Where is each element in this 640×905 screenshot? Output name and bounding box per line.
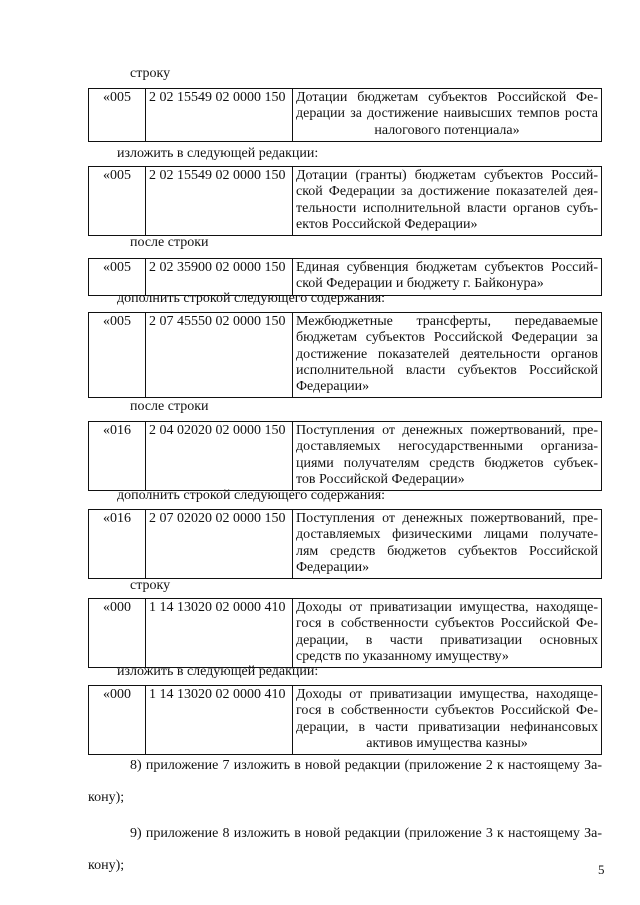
admin-code-cell: «000	[89, 686, 146, 755]
description-line: Межбюджетные трансферты, передаваемые	[296, 314, 598, 329]
classification-code-cell: 2 02 35900 02 0000 150	[146, 259, 293, 296]
instruction-label: после строки	[130, 235, 209, 250]
instruction-label: изложить в следующей редакции:	[117, 664, 319, 679]
budget-code-row	[88, 312, 602, 398]
instruction-label: изложить в следующей редакции:	[117, 146, 319, 161]
description-line: Доходы от приватизации имущества, находяще-	[296, 687, 598, 702]
admin-code-cell: «005	[89, 313, 146, 398]
description-cell	[293, 313, 602, 398]
budget-code-row	[88, 509, 602, 579]
admin-code-cell: «005	[89, 167, 146, 236]
page-number: 5	[598, 862, 605, 877]
description-line: бюджетам субъектов Российской Федерации за	[296, 330, 598, 346]
description-line: тов Российской Федерации»	[296, 471, 465, 487]
description-cell	[293, 686, 602, 755]
description-line: доставляемых негосударственными организа-	[296, 439, 598, 455]
description-line: Федерации»	[296, 559, 370, 575]
instruction-label: строку	[130, 66, 171, 81]
description-line: Доходы от приватизации имущества, находяще-	[296, 600, 598, 615]
description-cell	[293, 259, 602, 296]
instruction-label: дополнить строкой следующего содержания:	[117, 291, 386, 306]
description-line: ектов Российской Федерации»	[296, 216, 478, 232]
description-line: Дотации (гранты) бюджетам субъектов Россий-	[296, 168, 598, 183]
paragraph-line: кону);	[88, 790, 125, 805]
description-line: Федерации»	[296, 379, 370, 395]
description-cell	[293, 167, 602, 236]
description-line: Поступления от денежных пожертвований, пре-	[296, 511, 598, 526]
description-line: активов имущества казны»	[366, 735, 528, 751]
description-cell	[293, 599, 602, 668]
budget-code-row	[88, 88, 602, 142]
description-line: лям средств бюджетов субъектов Российской	[296, 543, 598, 559]
classification-code-cell: 2 02 15549 02 0000 150	[146, 167, 293, 236]
description-cell	[293, 89, 602, 142]
description-line: дерации, в части приватизации основных	[296, 632, 598, 648]
description-line: средств по указанному имуществу»	[296, 648, 509, 664]
admin-code-cell: «016	[89, 422, 146, 491]
classification-code-cell: 2 02 15549 02 0000 150	[146, 89, 293, 142]
budget-code-row	[88, 598, 602, 668]
classification-code-cell: 1 14 13020 02 0000 410	[146, 686, 293, 755]
description-line: ской Федерации за достижение показателей дея-	[296, 184, 598, 200]
description-line: достижение показателей деятельности органов	[296, 346, 598, 362]
description-cell	[293, 510, 602, 579]
paragraph-line: 8) приложение 7 изложить в новой редакции (приложение 2 к настоящему За-	[130, 758, 602, 773]
description-line: тельности исполнительной власти органов субъ-	[296, 200, 598, 216]
description-line: гося в собственности субъектов Российской Фе-	[296, 703, 598, 719]
description-line: Поступления от денежных пожертвований, пре-	[296, 423, 598, 438]
admin-code-cell: «000	[89, 599, 146, 668]
paragraph-line: 9) приложение 8 изложить в новой редакции (приложение 3 к настоящему За-	[130, 826, 602, 841]
admin-code-cell: «005	[89, 259, 146, 296]
instruction-label: строку	[130, 578, 171, 593]
description-line: исполнительной власти субъектов Российской	[296, 362, 598, 378]
admin-code-cell: «005	[89, 89, 146, 142]
instruction-label: дополнить строкой следующего содержания:	[117, 488, 386, 503]
classification-code-cell: 2 07 45550 02 0000 150	[146, 313, 293, 398]
budget-code-row	[88, 258, 602, 296]
paragraph-line: кону);	[88, 858, 125, 873]
admin-code-cell: «016	[89, 510, 146, 579]
budget-code-row	[88, 421, 602, 491]
description-line: Единая субвенция бюджетам субъектов Россий-	[296, 260, 598, 275]
description-line: ской Федерации и бюджету г. Байконура»	[296, 276, 544, 292]
description-line: гося в собственности субъектов Российской Фе-	[296, 616, 598, 632]
description-line: дерации за достижение наивысших темпов роста	[296, 106, 598, 122]
instruction-label: после строки	[130, 399, 209, 414]
description-line: Дотации бюджетам субъектов Российской Фе-	[296, 90, 598, 105]
description-cell	[293, 422, 602, 491]
description-line: дерации, в части приватизации нефинансовых	[296, 719, 598, 735]
budget-code-row	[88, 166, 602, 236]
classification-code-cell: 2 07 02020 02 0000 150	[146, 510, 293, 579]
classification-code-cell: 1 14 13020 02 0000 410	[146, 599, 293, 668]
description-line: доставляемых физическими лицами получате-	[296, 527, 598, 543]
description-line: налогового потенциала»	[374, 122, 520, 138]
budget-code-row	[88, 685, 602, 755]
description-line: циями получателям средств бюджетов субъек-	[296, 455, 598, 471]
classification-code-cell: 2 04 02020 02 0000 150	[146, 422, 293, 491]
